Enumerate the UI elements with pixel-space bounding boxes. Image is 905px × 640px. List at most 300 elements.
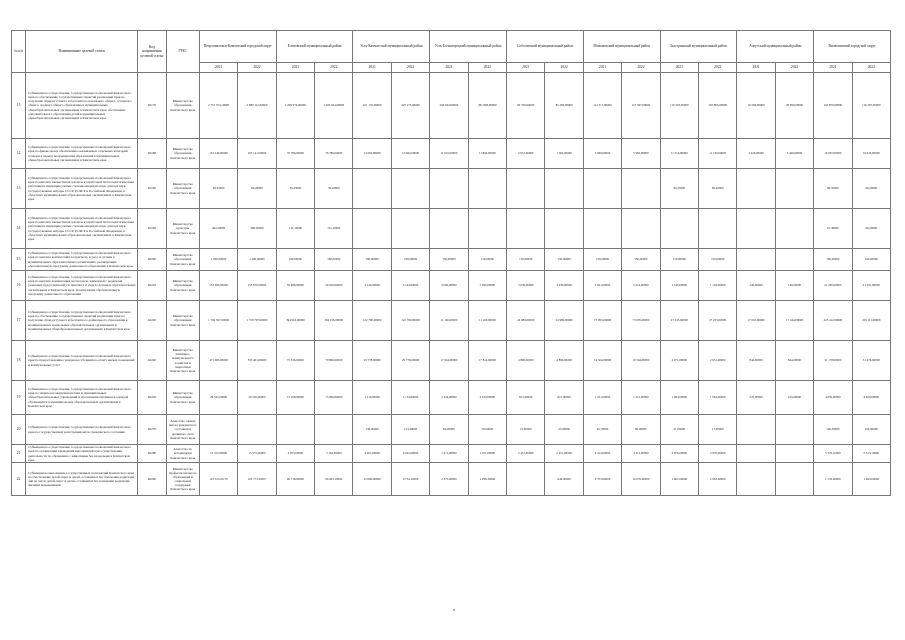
value-cell: 1 251,00000 <box>583 381 621 415</box>
year-header-cell: 2022 <box>468 63 506 73</box>
value-cell: 11 160,00000 <box>468 301 506 341</box>
row-name-cell: Субвенции на осуществление государственных полномочий Камчатского края по выплате компенсации за присмотр и уход за детьми в муниципальных образовательных организациях, реализующих образовательную программу дошкольного образования в Камчатском крае <box>26 249 138 271</box>
value-cell: 1 298,30000 <box>468 463 506 496</box>
value-cell: 649,00000 <box>545 463 583 496</box>
value-cell: 4 896,00000 <box>545 341 583 381</box>
value-cell <box>468 209 506 249</box>
col-header-municipality: Быстринский муниципальный район <box>660 31 737 63</box>
header-row <box>12 31 891 63</box>
value-cell: 69,29000 <box>852 169 890 209</box>
value-cell: 815,00000 <box>507 381 545 415</box>
row-number-cell: 14 <box>12 209 26 249</box>
value-cell <box>737 445 775 463</box>
value-cell: 103 773,29567 <box>238 463 276 496</box>
year-header-cell: 2022 <box>622 63 660 73</box>
col-header-municipality: Алеутский муниципальный район <box>737 31 814 63</box>
value-cell: 1 532,00000 <box>814 463 852 496</box>
value-cell: 4 896,00000 <box>507 341 545 381</box>
value-cell: 110 879,00000 <box>814 73 852 139</box>
year-header-cell: 2022 <box>238 63 276 73</box>
value-cell: 1 209 976,00000 <box>276 73 314 139</box>
year-header-cell: 2022 <box>545 63 583 73</box>
value-cell: 1 116,00000 <box>353 381 391 415</box>
row-code-cell: 40199 <box>138 209 166 249</box>
row-grbs-cell: Агентство записи актов гражданского состояния и архивного дела Камчатского края <box>166 415 199 445</box>
row-code-cell: 40190 <box>138 169 166 209</box>
value-cell: 150,00000 <box>468 249 506 271</box>
value-cell: 553 401,00000 <box>238 341 276 381</box>
value-cell: 91,39000 <box>814 209 852 249</box>
table-row <box>12 463 891 496</box>
row-number-cell: 13 <box>12 73 26 139</box>
value-cell: 153 670,00000 <box>238 271 276 301</box>
col-header-municipality: Соболевский муниципальный район <box>507 31 584 63</box>
value-cell: 2 963,00000 <box>699 463 737 496</box>
value-cell: 69,00000 <box>430 415 468 445</box>
row-grbs-cell: Министерство образования Камчатского края <box>166 271 199 301</box>
year-header-cell: 2021 <box>430 63 468 73</box>
value-cell: 150,00000 <box>545 249 583 271</box>
value-cell: 17 944,00000 <box>430 341 468 381</box>
value-cell <box>238 415 276 445</box>
value-cell: 29 545,00000 <box>199 381 237 415</box>
value-cell: 59 486,00000 <box>276 271 314 301</box>
value-cell: 82 760,00000 <box>507 73 545 139</box>
value-cell <box>391 169 429 209</box>
value-cell: 59 920,00000 <box>315 271 353 301</box>
row-grbs-cell: Министерство образования Камчатского края <box>166 139 199 169</box>
table-row <box>12 381 891 415</box>
value-cell: 5 021,00000 <box>583 271 621 301</box>
page-marker-dot <box>453 609 455 611</box>
value-cell: 11 864,00000 <box>468 139 506 169</box>
value-cell: 150,00000 <box>660 249 698 271</box>
row-grbs-cell: Министерство образования Камчатского края <box>166 249 199 271</box>
value-cell <box>775 169 813 209</box>
value-cell: 131,10000 <box>276 209 314 249</box>
value-cell: 225,00000 <box>737 381 775 415</box>
value-cell: 10 276,00000 <box>622 463 660 496</box>
value-cell: 15 572,00000 <box>199 445 237 463</box>
value-cell <box>391 209 429 249</box>
row-code-cell: 40170 <box>138 73 166 139</box>
value-cell: 4 001,00000 <box>353 445 391 463</box>
value-cell: 29 545,00000 <box>238 381 276 415</box>
value-cell: 102 803,00000 <box>699 73 737 139</box>
year-header-cell: 2021 <box>353 63 391 73</box>
value-cell: 1 704 397,00000 <box>199 301 237 341</box>
value-cell: 29 778,00000 <box>353 341 391 381</box>
value-cell <box>353 209 391 249</box>
value-cell <box>430 169 468 209</box>
value-cell: 131,10000 <box>315 209 353 249</box>
value-cell: 96 963,10000 <box>315 463 353 496</box>
value-cell: 24 989,00000 <box>545 301 583 341</box>
value-cell: 1 471,00000 <box>430 445 468 463</box>
value-cell: 21 290,00000 <box>814 271 852 301</box>
table-row <box>12 249 891 271</box>
value-cell: 2 375,00000 <box>430 463 468 496</box>
table-row <box>12 209 891 249</box>
col-header-municipality: Усть-Камчатский муниципальный район <box>353 31 430 63</box>
row-number-cell: 17 <box>12 301 26 341</box>
row-name-cell: Субвенции на осуществление государственных полномочий Камчатского края по защите несовершеннолетних и муниципальных общеобразовательных учреждений и обеспечения питанием и одеждой обучающихся в муниципальных образовательных организациях в Камчатском крае <box>26 381 138 415</box>
value-cell: 101 523,91170 <box>199 463 237 496</box>
value-cell: 76 786,00000 <box>315 139 353 169</box>
year-header-cell: 2022 <box>391 63 429 73</box>
value-cell: 23,00000 <box>545 415 583 445</box>
value-cell: 1 200,00000 <box>238 249 276 271</box>
table-body <box>12 73 891 496</box>
value-cell: 4 659,00000 <box>852 381 890 415</box>
value-cell: 27 233,00000 <box>699 301 737 341</box>
value-cell: 17 814,00000 <box>468 341 506 381</box>
row-grbs-cell: Министерство образования Камчатского края <box>166 169 199 209</box>
value-cell: 229 111,00000 <box>852 301 890 341</box>
value-cell: 15 108,00000 <box>276 381 314 415</box>
year-header-cell: 2022 <box>699 63 737 73</box>
value-cell: 2 434,00000 <box>468 381 506 415</box>
value-cell: 75 336,00000 <box>276 341 314 381</box>
value-cell: 3 164,00000 <box>315 445 353 463</box>
value-cell: 2 951,00000 <box>699 341 737 381</box>
row-code-cell: 40180 <box>138 139 166 169</box>
table-row <box>12 341 891 381</box>
row-name-cell: Субвенции на осуществление государственных полномочий Камчатского края по выплате ежемесячной доплаты к заработной плате педагогическим работникам, имеющим ученые степени кандидата наук, доктора наук, государственные награды СССР, РСФСР и Российской Федерации, в областных муниципальных образовательных организациях в Камчатском крае <box>26 169 138 209</box>
value-cell: 4 412,00000 <box>622 445 660 463</box>
row-number-cell: 20 <box>12 415 26 445</box>
value-cell: 150,00000 <box>699 249 737 271</box>
value-cell: 24 989,00000 <box>507 301 545 341</box>
row-code-cell: 40200 <box>138 249 166 271</box>
value-cell: 19 564,00000 <box>622 341 660 381</box>
row-number-cell: 21 <box>12 445 26 463</box>
value-cell: 3 039,00000 <box>507 271 545 301</box>
col-header-municipality: Мильковский муниципальный район <box>583 31 660 63</box>
row-name-cell: Субвенции на осуществление государственных полномочий Камчатского края по организации проведения мероприятий при осуществлении деятельности по обращению с животными без владельцев в Камчатском крае <box>26 445 138 463</box>
value-cell <box>507 169 545 209</box>
value-cell <box>199 415 237 445</box>
value-cell: 160,00000 <box>814 249 852 271</box>
value-cell: 13 662,00000 <box>353 139 391 169</box>
value-cell: 1 471,00000 <box>468 445 506 463</box>
row-name-cell: Субвенции на осуществление государственных полномочий Камчатского края по выплате компенсации части платы, взимаемой с родителей (законных представителей) за присмотр и уход за детьми в образовательных организациях в Камчатском крае, реализующих образовательную программу дошкольного образования <box>26 271 138 301</box>
value-cell: 76 786,00000 <box>276 139 314 169</box>
value-cell: 15 096,00000 <box>315 381 353 415</box>
value-cell <box>468 169 506 209</box>
value-cell: 1 104,00000 <box>699 271 737 301</box>
value-cell: 5 214,00000 <box>622 271 660 301</box>
year-header-cell: 2022 <box>315 63 353 73</box>
year-header-cell: 2021 <box>660 63 698 73</box>
row-code-cell: 40220 <box>138 301 166 341</box>
row-number-cell: 15 <box>12 249 26 271</box>
value-cell: 5 513,10000 <box>852 445 890 463</box>
value-cell: 110 593,00000 <box>660 73 698 139</box>
value-cell <box>622 209 660 249</box>
value-cell <box>545 209 583 249</box>
value-cell: 2 651,00000 <box>507 139 545 169</box>
value-cell: 2 880 112,00000 <box>238 73 276 139</box>
table-row <box>12 73 891 139</box>
value-cell <box>315 415 353 445</box>
value-cell: 180,00000 <box>315 249 353 271</box>
value-cell: 2 451,00000 <box>545 445 583 463</box>
value-cell: 19 564,00000 <box>583 341 621 381</box>
value-cell: 16 645,00000 <box>852 139 890 169</box>
row-number-cell: 16 <box>12 271 26 301</box>
value-cell: 31 476,00000 <box>852 341 890 381</box>
value-cell: 165 141,00000 <box>238 139 276 169</box>
row-number-cell: 22 <box>12 463 26 496</box>
value-cell: 1 360,00000 <box>545 139 583 169</box>
value-cell: 122 790,00000 <box>353 301 391 341</box>
value-cell: 115 567,00000 <box>622 73 660 139</box>
col-header-municipality: Петропавловск-Камчатский городской округ <box>199 31 276 63</box>
row-name-cell: Субвенции на осуществление государственных полномочий Камчатского края по государственной регистрации актов гражданского состояния <box>26 415 138 445</box>
row-number-cell: 12 <box>12 139 26 169</box>
value-cell: 99,35000 <box>660 169 698 209</box>
value-cell: 1 730 797,00000 <box>238 301 276 341</box>
table-row <box>12 139 891 169</box>
value-cell <box>276 415 314 445</box>
budget-table-sheet <box>11 30 891 496</box>
row-code-cell: 40250 <box>138 381 166 415</box>
value-cell <box>737 209 775 249</box>
row-code-cell: 40290 <box>138 463 166 496</box>
value-cell <box>507 463 545 496</box>
value-cell: 12 080,00000 <box>353 463 391 496</box>
value-cell: 3 426,00000 <box>775 139 813 169</box>
value-cell: 1 260 944,00000 <box>315 73 353 139</box>
value-cell: 361 806,00000 <box>468 73 506 139</box>
value-cell: 95,70000 <box>583 415 621 445</box>
col-header-municipality: Вилючинский городской округ <box>814 31 891 63</box>
row-grbs-cell: Министерство образования Камчатского края <box>166 381 199 415</box>
value-cell: 136,00000 <box>353 415 391 445</box>
value-cell: 73 095,00000 <box>622 301 660 341</box>
value-cell: 844,00000 <box>775 341 813 381</box>
row-grbs-cell: Министерство образования Камчатского края <box>166 73 199 139</box>
year-header-cell: 2021 <box>814 63 852 73</box>
value-cell <box>775 415 813 445</box>
value-cell: 1 540,00000 <box>660 271 698 301</box>
row-name-cell: Субвенции на осуществление государственных полномочий Камчатского края по финансовому обеспечению оказываемых отдельных категорий граждан в период получения ими образования в муниципальных общеобразовательных организациях в Камчатском крае <box>26 139 138 169</box>
year-header-cell: 2021 <box>583 63 621 73</box>
value-cell: 161 140,00000 <box>199 139 237 169</box>
value-cell: 2 451,00000 <box>507 445 545 463</box>
value-cell: 85 260,00000 <box>545 73 583 139</box>
value-cell: 844,00000 <box>737 341 775 381</box>
value-cell: 73 095,00000 <box>583 301 621 341</box>
value-cell: 96 738,00000 <box>276 463 314 496</box>
year-header-cell: 2021 <box>737 63 775 73</box>
row-code-cell: 40280 <box>138 445 166 463</box>
value-cell: 466,20000 <box>238 209 276 249</box>
value-cell <box>699 209 737 249</box>
value-cell <box>737 169 775 209</box>
value-cell: 16 097,00000 <box>814 139 852 169</box>
value-cell: 3 144,00000 <box>391 271 429 301</box>
value-cell: 9 373,00000 <box>583 463 621 496</box>
value-cell <box>583 169 621 209</box>
table-row <box>12 301 891 341</box>
value-cell: 2 757 374,10000 <box>199 73 237 139</box>
value-cell: 1 094,00000 <box>699 381 737 415</box>
value-cell: 13 662,00000 <box>391 139 429 169</box>
value-cell <box>737 463 775 496</box>
value-cell: 164,90000 <box>852 415 890 445</box>
value-cell: 16 594,00000 <box>737 73 775 139</box>
value-cell: 815,00000 <box>545 381 583 415</box>
value-cell: 3 053,00000 <box>276 445 314 463</box>
value-cell: 1 251,00000 <box>622 381 660 415</box>
value-cell: 1 601,00000 <box>660 463 698 496</box>
value-cell: 5 090,00000 <box>468 271 506 301</box>
col-header-code: Код направления целевой статьи <box>138 31 166 73</box>
year-header-cell: 2022 <box>852 63 890 73</box>
row-name-cell: Субвенции на осуществление государственных полномочий Камчатского края по предоставлению гражданам субсидий на оплату жилых помещений и коммунальных услуг <box>26 341 138 381</box>
value-cell: 3 039,00000 <box>545 271 583 301</box>
value-cell: 80,00000 <box>622 415 660 445</box>
row-number-cell: 19 <box>12 381 26 415</box>
value-cell: 31 178,00000 <box>814 341 852 381</box>
value-cell: 21,00000 <box>507 415 545 445</box>
value-cell: 39,43000 <box>315 169 353 209</box>
value-cell: 27 233,00000 <box>660 301 698 341</box>
value-cell: 471 683,00000 <box>199 341 237 381</box>
row-name-cell: Субвенции на осуществление государственных полномочий Камчатского края по обеспечению государственных гарантий реализации прав на получение общедоступного и бесплатного начального общего, основного общего, среднего общего образования в муниципальных общеобразовательных организациях в Камчатском крае, обеспечение дополнительного образования детей в муниципальных общеобразовательных организациях в Камчатском крае <box>26 73 138 139</box>
value-cell: 1 090,00000 <box>199 249 237 271</box>
year-header-cell: 2021 <box>199 63 237 73</box>
row-grbs-cell: Агентство по ветеринарии Камчатского края <box>166 445 199 463</box>
value-cell: 4 412,00000 <box>583 445 621 463</box>
value-cell: 2 976,00000 <box>660 445 698 463</box>
value-cell: 2 976,00000 <box>699 445 737 463</box>
value-cell: 20 050,00000 <box>775 73 813 139</box>
value-cell: 1 094,00000 <box>660 381 698 415</box>
value-cell: 394 916,00000 <box>276 301 314 341</box>
value-cell: 160,00000 <box>852 249 890 271</box>
table-row <box>12 169 891 209</box>
value-cell: 5 960,00000 <box>622 139 660 169</box>
value-cell <box>775 445 813 463</box>
value-cell: 39,43000 <box>276 169 314 209</box>
value-cell: 3 426,00000 <box>737 139 775 169</box>
value-cell: 21,00000 <box>660 415 698 445</box>
value-cell <box>660 209 698 249</box>
value-cell <box>737 249 775 271</box>
row-grbs-cell: Министерство культуры Камчатского края <box>166 209 199 249</box>
value-cell: 15 572,00000 <box>238 445 276 463</box>
year-header-cell: 2021 <box>507 63 545 73</box>
row-code-cell: 40270 <box>138 415 166 445</box>
value-cell: 1 154,00000 <box>391 381 429 415</box>
value-cell <box>775 249 813 271</box>
value-cell: 180,00000 <box>353 249 391 271</box>
row-number-cell: 13 <box>12 169 26 209</box>
row-name-cell: Субвенции на выполнение государственных полномочий Камчатского края по обеспечению детей-сирот и детей, оставшихся без попечения родителей, лиц из числа детей-сирот и детей, оставшихся без попечения родителей, жилыми помещениями <box>26 463 138 496</box>
value-cell: 5 576,10000 <box>814 445 852 463</box>
value-cell: 69,29000 <box>699 169 737 209</box>
value-cell: 225 412,00000 <box>814 301 852 341</box>
col-header-grbs: ГРБС <box>166 31 199 73</box>
value-cell: 99,35000 <box>199 169 237 209</box>
col-header-name: Наименование целевой статьи <box>26 31 138 73</box>
table-row <box>12 415 891 445</box>
value-cell: 99,35000 <box>814 169 852 209</box>
row-name-cell: Субвенции на осуществление государственных полномочий Камчатского края по выплате ежемесячной доплаты к заработной плате педагогическим работникам, имеющим ученые степени кандидата наук, доктора наук, государственные награды СССР, РСФСР и Российской Федерации, в областных муниципальных образовательных организациях в Камчатском крае <box>26 209 138 249</box>
value-cell: 394 916,00000 <box>315 301 353 341</box>
value-cell <box>507 209 545 249</box>
row-grbs-cell: Министерство профессионального образования и социальной поддержки Камчатского края <box>166 463 199 496</box>
value-cell <box>622 169 660 209</box>
value-cell: 146,39000 <box>814 415 852 445</box>
value-cell: 153,40000 <box>391 415 429 445</box>
value-cell: 11 130,00000 <box>699 139 737 169</box>
value-cell <box>775 209 813 249</box>
subvention-distribution-table <box>11 30 891 496</box>
value-cell: 69,29000 <box>852 209 890 249</box>
value-cell: 225,00000 <box>775 381 813 415</box>
row-code-cell: 40240 <box>138 341 166 381</box>
value-cell: 150,00000 <box>430 249 468 271</box>
value-cell: 1 643,00000 <box>852 463 890 496</box>
value-cell: 112 517,00000 <box>583 73 621 139</box>
value-cell: 150,00000 <box>507 249 545 271</box>
value-cell: 2 971,00000 <box>660 341 698 381</box>
value-cell: 221 135,00000 <box>353 73 391 139</box>
value-cell: 3 144,00000 <box>353 271 391 301</box>
year-header-cell: 2022 <box>775 63 813 73</box>
table-row <box>12 445 891 463</box>
value-cell: 425 173,00000 <box>391 73 429 139</box>
col-header-municipality: Елизовский муниципальный район <box>276 31 353 63</box>
value-cell: 4 001,00000 <box>391 445 429 463</box>
row-code-cell: 40210 <box>138 271 166 301</box>
value-cell: 17,00000 <box>699 415 737 445</box>
value-cell: 5 090,00000 <box>430 271 468 301</box>
value-cell: 17 444,00000 <box>775 301 813 341</box>
value-cell <box>737 415 775 445</box>
value-cell: 462,20000 <box>199 209 237 249</box>
value-cell: 17 016,00000 <box>737 301 775 341</box>
value-cell: 140,00000 <box>775 271 813 301</box>
value-cell: 180,00000 <box>391 249 429 271</box>
value-cell: 59,00000 <box>468 415 506 445</box>
value-cell: 2 434,00000 <box>430 381 468 415</box>
row-grbs-cell: Министерство жилищно-коммунального хозяйства и энергетики Камчатского края <box>166 341 199 381</box>
value-cell: 122 790,00000 <box>391 301 429 341</box>
row-number-cell: 18 <box>12 341 26 381</box>
value-cell: 29 778,00000 <box>391 341 429 381</box>
col-header-municipality: Усть-Большерецкий муниципальный район <box>430 31 507 63</box>
col-header-no: № п/п <box>12 31 26 73</box>
value-cell <box>583 209 621 249</box>
row-name-cell: Субвенции на осуществление государственных полномочий Камчатского края по обеспечению государственных гарантий реализации прав на получение общедоступного и бесплатного дошкольного образования в муниципальных дошкольных образовательных организациях и муниципальных общеобразовательных организациях в Камчатском крае <box>26 301 138 341</box>
value-cell: 150,00000 <box>622 249 660 271</box>
value-cell: 180,00000 <box>276 249 314 271</box>
value-cell <box>430 209 468 249</box>
row-grbs-cell: Министерство образования Камчатского края <box>166 301 199 341</box>
value-cell: 6 734,10000 <box>391 463 429 496</box>
value-cell: 153 090,00000 <box>199 271 237 301</box>
value-cell: 294 644,00000 <box>430 73 468 139</box>
value-cell: 21 291,00000 <box>852 271 890 301</box>
value-cell: 140,00000 <box>737 271 775 301</box>
value-cell <box>775 463 813 496</box>
value-cell: 11 516,00000 <box>660 139 698 169</box>
